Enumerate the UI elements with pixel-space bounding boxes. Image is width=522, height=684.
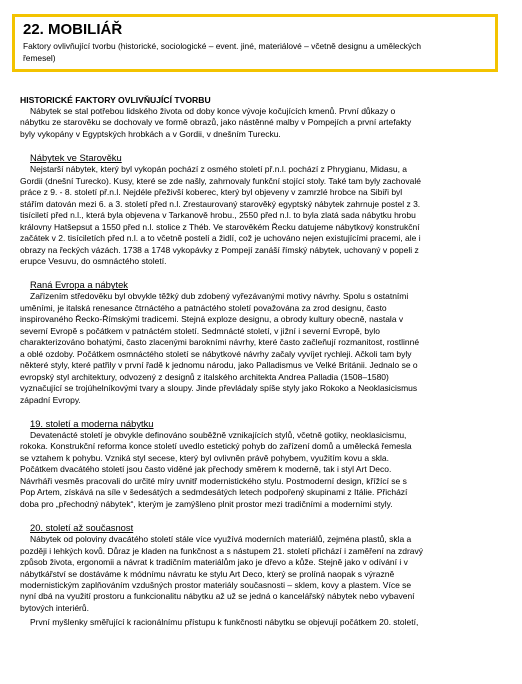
paragraph-line: Nejstarší nábytek, který byl vykopán pochází z osmého století př.n.l. pochází z Phrygianu, Midasu, a	[30, 164, 408, 175]
section-19th-century	[20, 418, 490, 510]
paragraph-line: Devatenácté století je obvykle definováno souběžně vznikajících stylů, včetně gotiky, neoklasicismu,	[30, 429, 407, 440]
section-early-europe	[20, 279, 490, 406]
page-title: 22. MOBILIÁŘ	[23, 21, 123, 38]
paragraph-line: erupce Vesuvu, do osmnáctého století.	[20, 255, 167, 266]
paragraph-line: nyní dbá na využití prostoru a funkcionalitu nábytku až už se jedná o kancelářský nábytek nebo vybavení	[20, 591, 415, 602]
paragraph-line: Nábytek se stal potřebou lidského života od doby konce vývoje kočujících kmenů. První důkazy o	[30, 106, 396, 116]
paragraph-line: charakterizováno bohatými, často zlacenými barokními návrhy, které často začleňují rozmanitost, rostlinné	[20, 337, 420, 348]
section-subheading: Nábytek ve Starověku	[30, 152, 122, 164]
paragraph-line: vyznačující se trojúhelníkovými tvary a sloupy. Jinde převládaly spíše styly jako Rokoko a Neoklasicismus	[20, 383, 418, 394]
intro-section	[20, 95, 490, 140]
paragraph-line: uměními, je italská renesance čtrnáctého a patnáctého století považována za zrod designu, často	[20, 302, 387, 313]
paragraph-line: Nábytek od poloviny dvacátého století stále více využívá moderních materiálů, zejména plastů, skla a	[30, 534, 412, 545]
paragraph-line: královny Hatšepsut a 1550 před n.l. stolice z Théb. Ve starověkém Řecku datujeme nábytkový konstrukční	[20, 221, 420, 232]
section-20th-century	[20, 522, 490, 629]
paragraph-line: se vztahem k pohybu. Vzniká styl secese, který byl ovlivněn právě pohybem, využitím kovu a skla.	[20, 452, 389, 463]
paragraph-line: později i lehkých kovů. Důraz je kladen na funkčnost a s nástupem 21. století přichází i zaměření na zdravý	[20, 545, 424, 556]
subtitle-line: Faktory ovlivňující tvorbu (historické, sociologické – event. jiné, materiálové – včetně designu a uměleckých	[23, 41, 422, 51]
paragraph-line: inspirovaného Řecko-Římskými tradicemi. Stejná exploze designu, a obrody kultury obecně, nastala v	[20, 314, 404, 325]
paragraph-line: modernistickým zaplňováním vzdušných prostor materiály současnosti – sklem, kovy a plastem. Více se	[20, 579, 412, 590]
paragraph-line: První myšlenky směřující k racionálnímu přístupu k funkčnosti nábytku se objevují počátkem 20. století,	[30, 617, 419, 628]
page-subtitle	[23, 40, 487, 64]
paragraph-line: způsob života, ergonomii a návrat k tradičním materiálům jako je dřevo a kůže. Stejně jako v odívání i v	[20, 557, 408, 568]
paragraph-line: obrazy na řeckých vázách. 1738 a 1748 vykopávky z Pompejí zanáší římský nábytek, uchovaný v popeli z	[20, 244, 419, 255]
paragraph-line: rokoka. Konstrukční reforma konce století uvedlo estetický pohyb do zařízení domů a umělecká řemesla	[20, 441, 412, 452]
paragraph-line: Zařízením středověku byl obvykle těžký dub zdobený vyřezávanými motivy návrhy. Spolu s ostatními	[30, 291, 409, 302]
paragraph-line: doba pro „přechodný nábytek“, kterým je zamýšleno plnit prostor mezi tradičními a moderními styly.	[20, 498, 393, 509]
subtitle-line: řemesel)	[23, 53, 56, 63]
paragraph-line: začátek v 2. tisíciletích před n.l. a to včetně postelí a židlí, což je uchováno nejen existujícími pracemi, ale i	[20, 233, 421, 244]
section-antiquity	[20, 152, 490, 267]
paragraph-line: tisíciletí před n.l., která byla objevena v Tarkanově hrobu., 2550 před n.l. to byla zlatá sada nábytku hrobu	[20, 210, 416, 221]
paragraph-line: Gordii (dnešní Turecko). Kusy, které se zde našly, zahrnovaly funkční stojící stoly. Také tam byly zachovalé	[20, 175, 421, 186]
paragraph-line: některé styly, které patřily v první řadě k jednomu národu, jako Palladismus ve Velké Británii. Jednalo se o	[20, 360, 418, 371]
paragraph-line: stářím datován mezi 6. a 3. století před n.l. Zrestaurovaný starověký egyptský nábytek zahrnuje postel z 3.	[20, 198, 421, 209]
paragraph-line: evropský styl architektury, odvozený z designů z italského architekta Andrea Palladia (1508–1580)	[20, 371, 389, 382]
paragraph-line: severní Evropě s počátkem v patnáctém století. Sedmnácté století, v jižní i severní Evropě, bylo	[20, 325, 381, 336]
paragraph-line: Návrháři vesměs pracovali do určité míry uvnitř modernistického stylu. Postmoderní design, křížící se s	[20, 475, 407, 486]
section-subheading: 20. století až současnost	[30, 522, 134, 534]
header-box	[12, 14, 498, 72]
paragraph-line: nábytkářství se dostáváme k módnímu návratu ke stylu Art Deco, který se prolíná naopak s výrazně	[20, 568, 395, 579]
paragraph-line: Počátkem dvacátého století jsou často viděné jak přechody směrem k moderně, tak i styl Art Deco.	[20, 464, 392, 475]
document-body	[20, 95, 490, 629]
paragraph-line: práce z 9. - 8. století př.n.l. Nejdéle přeživší koberec, který byl objeveny v zamrzlé hrobce na Sibiři byl	[20, 187, 403, 198]
paragraph-line: západní Evropy.	[20, 394, 81, 405]
paragraph-line: bytových interiérů.	[20, 602, 89, 613]
paragraph-line: nábytku ze starověku se dochovaly ve formě obrazů, jako nástěnné malby v Pompejích a první artefakty	[20, 117, 412, 128]
paragraph-line: Pop Artem, získává na síle v šedesátých a sedmdesátých letech podpořený skupinami z Itálie. Přichází	[20, 487, 408, 498]
section-heading: HISTORICKÉ FAKTORY OVLIVŇUJÍCÍ TVORBU	[20, 95, 211, 105]
paragraph-line: a oblé ozdoby. Počátkem osmnáctého století se nábytkové návrhy začaly vyvíjet rychleji. Ačkoli tam byly	[20, 348, 412, 359]
section-subheading: 19. století a moderna nábytku	[30, 417, 154, 429]
section-subheading: Raná Evropa a nábytek	[30, 279, 128, 291]
paragraph-line: byly vykopány v Egyptských hrobkách a v Gordii, v dnešním Turecku.	[20, 128, 281, 139]
